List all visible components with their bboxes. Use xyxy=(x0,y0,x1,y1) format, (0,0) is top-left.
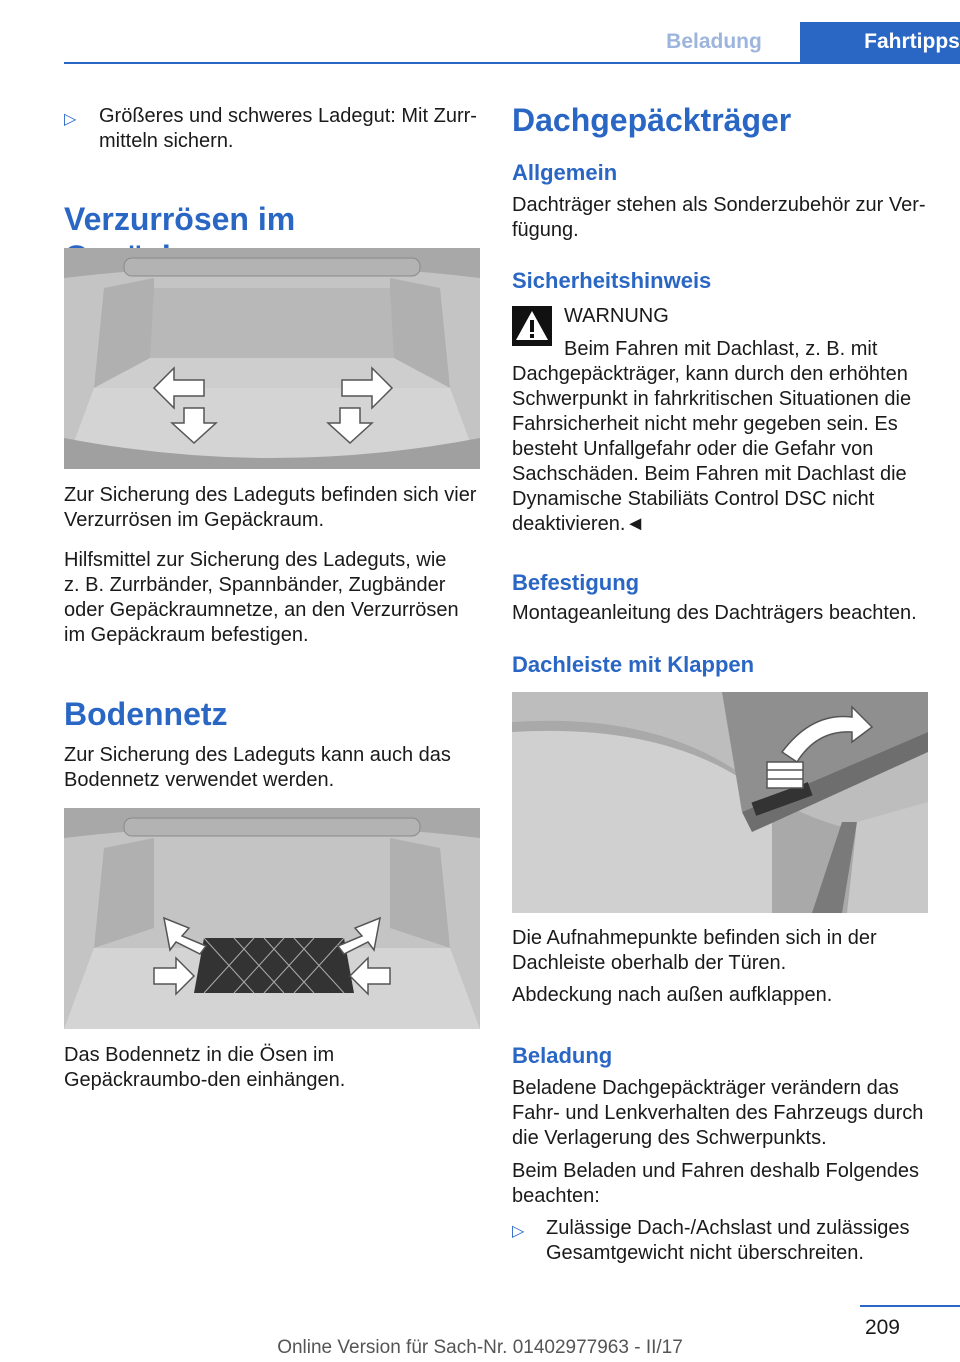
heading-mount: Befestigung xyxy=(512,570,640,595)
warning-first-line: Beim Fahren mit Dachlast, z. B. mit xyxy=(564,338,878,360)
warning-text: Dachgepäckträger, kann durch den erhöhten Schwerpunkt in fahrkritischen Situationen die Fahrsicherheit nicht mehr gegeben sein. Es besteht Unfallgefahr oder die Gefahr von Sachschäden. Beim Fahren mit Dachlast die Dynamische Stabiliäts Control DSC nicht deaktivieren.◄ xyxy=(512,363,912,535)
paragraph-net-2: Das Bodennetz in die Ösen im Gepäckraumbo-den einhängen. xyxy=(64,1044,346,1091)
paragraph-load-1: Beladene Dachgepäckträger verändern das Fahr- und Lenkverhalten des Fahrzeugs durch die Verlagerung des Schwerpunkts. xyxy=(512,1077,924,1149)
trunk-net-image xyxy=(64,808,480,1029)
paragraph-net-1: Zur Sicherung des Ladeguts kann auch das Bodennetz verwendet werden. xyxy=(64,744,451,791)
tab-beladung[interactable]: Beladung xyxy=(666,30,762,53)
heading-roof-rack: Dachgepäckträger xyxy=(512,102,792,138)
trunk-tiedown-image xyxy=(64,248,480,469)
page-header xyxy=(64,22,960,64)
bullet-icon: ▷ xyxy=(64,111,77,128)
tab-fahrtipps[interactable]: Fahrtipps xyxy=(800,22,960,62)
roof-rail-image xyxy=(512,692,928,913)
heading-roof-rail: Dachleiste mit Klappen xyxy=(512,652,755,677)
footer-text: Online Version für Sach-Nr. 01402977963 - II/17 xyxy=(277,1337,683,1358)
heading-net: Bodennetz xyxy=(64,696,228,732)
heading-load: Beladung xyxy=(512,1043,613,1068)
roof-rail-illustration xyxy=(512,692,928,913)
bullet-item-load-limit: Zulässige Dach-/Achslast und zulässiges Gesamtgewicht nicht überschreiten. xyxy=(546,1217,910,1264)
trunk-net-illustration xyxy=(64,808,480,1029)
heading-safety: Sicherheitshinweis xyxy=(512,268,712,293)
bullet-icon: ▷ xyxy=(512,1223,525,1240)
warning-label: WARNUNG xyxy=(564,305,669,327)
paragraph-load-2: Beim Beladen und Fahren deshalb Folgendes beachten: xyxy=(512,1160,919,1207)
paragraph-tiedown-2: Hilfsmittel zur Sicherung des Ladeguts, wie z. B. Zurrbänder, Spannbänder, Zugbänder oder Gepäckraumnetze, an den Verzurrösen im Gepäckraum befestigen. xyxy=(64,549,459,646)
page-number: 209 xyxy=(864,1316,900,1339)
footer-divider xyxy=(860,1305,960,1307)
paragraph-general: Dachträger stehen als Sonderzubehör zur Ver-fügung. xyxy=(512,194,926,241)
bullet-item-cargo: Größeres und schweres Ladegut: Mit Zurr- mitteln sichern. xyxy=(99,105,477,152)
paragraph-tiedown-1: Zur Sicherung des Ladeguts befinden sich vier Verzurrösen im Gepäckraum. xyxy=(64,484,477,531)
warning-icon xyxy=(512,306,552,346)
paragraph-rail-1: Die Aufnahmepunkte befinden sich in der Dachleiste oberhalb der Türen. xyxy=(512,927,877,974)
trunk-tiedown-illustration xyxy=(64,248,480,469)
paragraph-mount: Montageanleitung des Dachträgers beachten. xyxy=(512,602,917,624)
heading-tiedown: Verzurrösen im xyxy=(64,201,296,237)
paragraph-rail-2: Abdeckung nach außen aufklappen. xyxy=(512,984,833,1006)
heading-general: Allgemein xyxy=(512,160,618,185)
